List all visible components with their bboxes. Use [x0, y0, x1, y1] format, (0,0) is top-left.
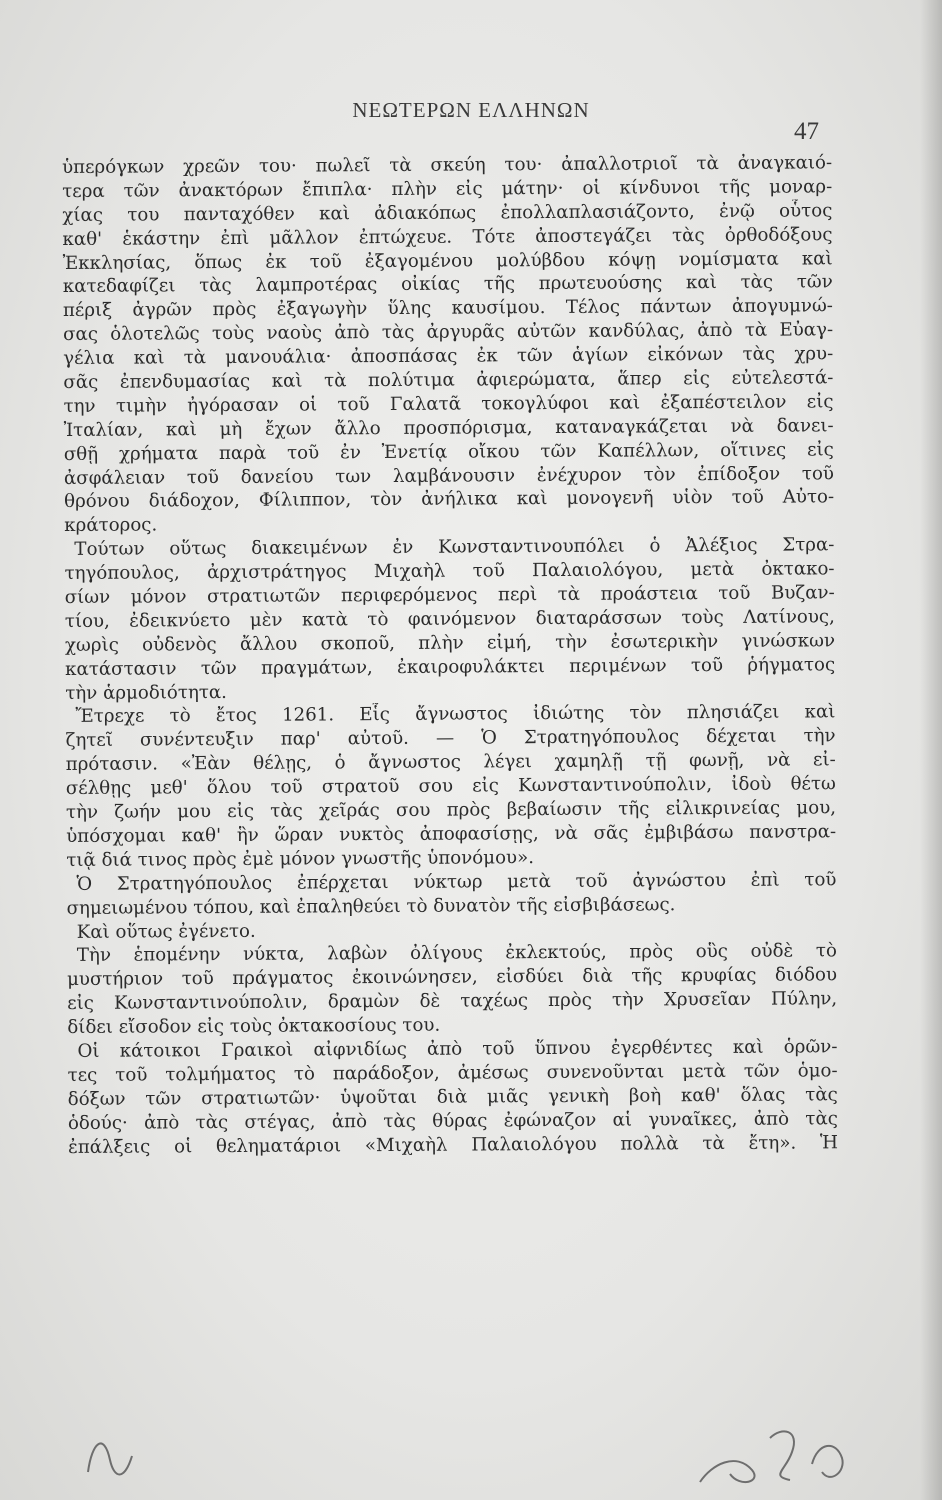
text-line: δίδει εἴσοδον εἰς τοὺς ὀκτακοσίους του. [67, 1014, 441, 1039]
text-line: κατάστασιν τῶν πραγμάτων, ἐκαιροφυλάκτει περιμένων τοῦ ῥήγματος [65, 653, 836, 680]
page-edge-shadow [920, 0, 942, 1500]
text-line: τερα τῶν ἀνακτόρων ἔπιπλα· πλὴν εἰς μάτην· οἱ κίνδυνοι τῆς μοναρ- [62, 176, 833, 202]
text-line: ὑπόσχομαι καθ' ἣν ὥραν νυκτὸς ἀποφασίσῃς, νὰ σᾶς ἐμβιβάσω πανστρα- [66, 821, 837, 847]
text-line: τὴν ζωήν μου εἰς τὰς χεῖράς σου πρὸς βεβαίωσιν τῆς εἰλικρινείας μου, [65, 797, 837, 824]
text-line: τηγόπουλος, ἀρχιστράτηγος Μιχαὴλ τοῦ Παλαιολόγου, μετὰ ὀκτακο- [64, 558, 835, 585]
text-line: τὴν ἁρμοδιότητα. [65, 681, 227, 704]
text-line: πρότασιν. «Ἐὰν θέλῃς, ὁ ἄγνωστος λέγει χαμηλῇ τῇ φωνῇ, νὰ εἰ- [65, 749, 836, 776]
text-line: θρόνου διάδοχον, Φίλιππον, τὸν ἀνήλικα καὶ μονογενῆ υἱὸν τοῦ Αὐτο- [64, 486, 835, 513]
text-line: χίας του πανταχόθεν καὶ ἀδιακόπως ἐπολλαπλασιάζοντο, ἐνῷ οὗτος [62, 200, 833, 226]
body-text [62, 151, 838, 1159]
text-line: Ἔτρεχε τὸ ἔτος 1261. Εἷς ἄγνωστος ἰδιώτης τὸν πλησιάζει καὶ [75, 701, 836, 728]
text-line: ἐπάλξεις οἱ θεληματάριοι «Μιχαὴλ Παλαιολόγου πολλὰ τὰ ἔτη». Ἡ [67, 1131, 839, 1158]
text-line: εἰς Κωνσταντινούπολιν, δραμὼν δὲ ταχέως πρὸς τὴν Χρυσεῖαν Πύλην, [67, 988, 838, 1015]
text-line: καθ' ἑκάστην ἐπὶ μᾶλλον ἐπτώχευε. Τότε ἀποστεγάζει τὰς ὀρθοδόξους [62, 223, 833, 250]
text-line: σίων μόνον στρατιωτῶν περιφερόμενος περὶ τὰ προάστεια τοῦ Βυζαν- [64, 582, 835, 609]
text-line: κράτορος. [64, 514, 158, 537]
text-line: ζητεῖ συνέντευξιν παρ' αὐτοῦ. — Ὁ Στρατηγόπουλος δέχεται τὴν [65, 725, 836, 752]
text-line: Καὶ οὕτως ἐγένετο. [76, 920, 256, 943]
text-line: πέριξ ἀγρῶν πρὸς ἐξαγωγὴν ὕλης καυσίμου. Τέλος πάντων ἀπογυμνώ- [62, 295, 833, 322]
page-number: 47 [794, 118, 819, 145]
text-line: Τούτων οὕτως διακειμένων ἐν Κωνσταντινουπόλει ὁ Ἀλέξιος Στρα- [74, 534, 835, 561]
text-line: Τὴν ἑπομένην νύκτα, λαβὼν ὀλίγους ἐκλεκτούς, πρὸς οὓς οὐδὲ τὸ [76, 940, 837, 967]
text-line: Οἱ κάτοικοι Γραικοὶ αἰφνιδίως ἀπὸ τοῦ ὕπνου ἐγερθέντες καὶ ὁρῶν- [77, 1036, 838, 1062]
text-line: τιᾷ διά τινος πρὸς ἐμὲ μόνον γνωστῆς ὑπονόμου». [66, 846, 535, 871]
pencil-scribble-marks [0, 1412, 942, 1492]
text-line: σᾶς ἐπενδυμασίας καὶ τὰ πολύτιμα ἀφιερώματα, ἅπερ εἰς εὐτελεστά- [63, 367, 834, 394]
text-line: χωρὶς οὐδενὸς ἄλλου σκοποῦ, πλὴν εἰμή, τὴν ἐσωτερικὴν γινώσκων [64, 630, 836, 656]
text-line: ὁδούς· ἀπὸ τὰς στέγας, ἀπὸ τὰς θύρας ἐφώναζον αἱ γυναῖκες, ἀπὸ τὰς [67, 1107, 838, 1134]
text-line: Ἐκκλησίας, ὅπως ἐκ τοῦ ἐξαγομένου μολύβδου κόψῃ νομίσματα καὶ [62, 247, 833, 274]
text-line: σας ὁλοτελῶς τοὺς ναοὺς ἀπὸ τὰς ἀργυρᾶς αὐτῶν κανδύλας, ἀπὸ τὰ Εὐαγ- [63, 319, 834, 346]
running-title: ΝΕΩΤΕΡΩΝ ΕΛΛΗΝΩΝ [352, 98, 590, 122]
text-line: τίου, ἐδεικνύετο μὲν κατὰ τὸ φαινόμενον διαταράσσων τοὺς Λατίνους, [64, 606, 835, 632]
text-line: σθῇ χρήματα παρὰ τοῦ ἐν Ἐνετίᾳ οἴκου τῶν Καπέλλων, οἵτινες εἰς [63, 438, 834, 465]
text-line: ἀσφάλειαν τοῦ δανείου των λαμβάνουσιν ἐνέχυρον τὸν ἐπίδοξον τοῦ [63, 462, 835, 489]
text-line: σέλθῃς μεθ' ὅλου τοῦ στρατοῦ σου εἰς Κωνσταντινούπολιν, ἰδοὺ θέτω [65, 773, 836, 800]
text-line: ὑπερόγκων χρεῶν του· πωλεῖ τὰ σκεύη του· ἀπαλλοτριοῖ τὰ ἀναγκαιό- [62, 152, 833, 178]
text-line: την τιμὴν ἠγόρασαν οἱ τοῦ Γαλατᾶ τοκογλύφοι καὶ ἐξαπέστειλον εἰς [63, 391, 834, 417]
text-line: Ὁ Στρατηγόπουλος ἐπέρχεται νύκτωρ μετὰ τοῦ ἀγνώστου ἐπὶ τοῦ [76, 869, 837, 895]
text-line: δόξων τῶν στρατιωτῶν· ὑψοῦται διὰ μιᾶς γενικὴ βοὴ καθ' ὅλας τὰς [67, 1084, 838, 1110]
text-line: σημειωμένου τόπου, καὶ ἐπαληθεύει τὸ δυνατὸν τῆς εἰσβιβάσεως. [66, 893, 676, 919]
text-line: μυστήριον τοῦ πράγματος ἐκοινώνησεν, εἰσδύει διὰ τῆς κρυφίας διόδου [66, 964, 838, 991]
text-line: κατεδαφίζει τὰς λαμπροτέρας οἰκίας τῆς πρωτευούσης καὶ τὰς τῶν [62, 271, 833, 298]
text-line: γέλια καὶ τὰ μανουάλια· ἀποσπάσας ἐκ τῶν ἁγίων εἰκόνων τὰς χρυ- [63, 343, 834, 370]
text-line: τες τοῦ τολμήματος τὸ παράδοξον, ἀμέσως συνενοῦνται μετὰ τῶν ὁμο- [67, 1060, 838, 1086]
text-line: Ἰταλίαν, καὶ μὴ ἔχων ἄλλο προσπόρισμα, καταναγκάζεται νὰ δανει- [63, 415, 834, 441]
